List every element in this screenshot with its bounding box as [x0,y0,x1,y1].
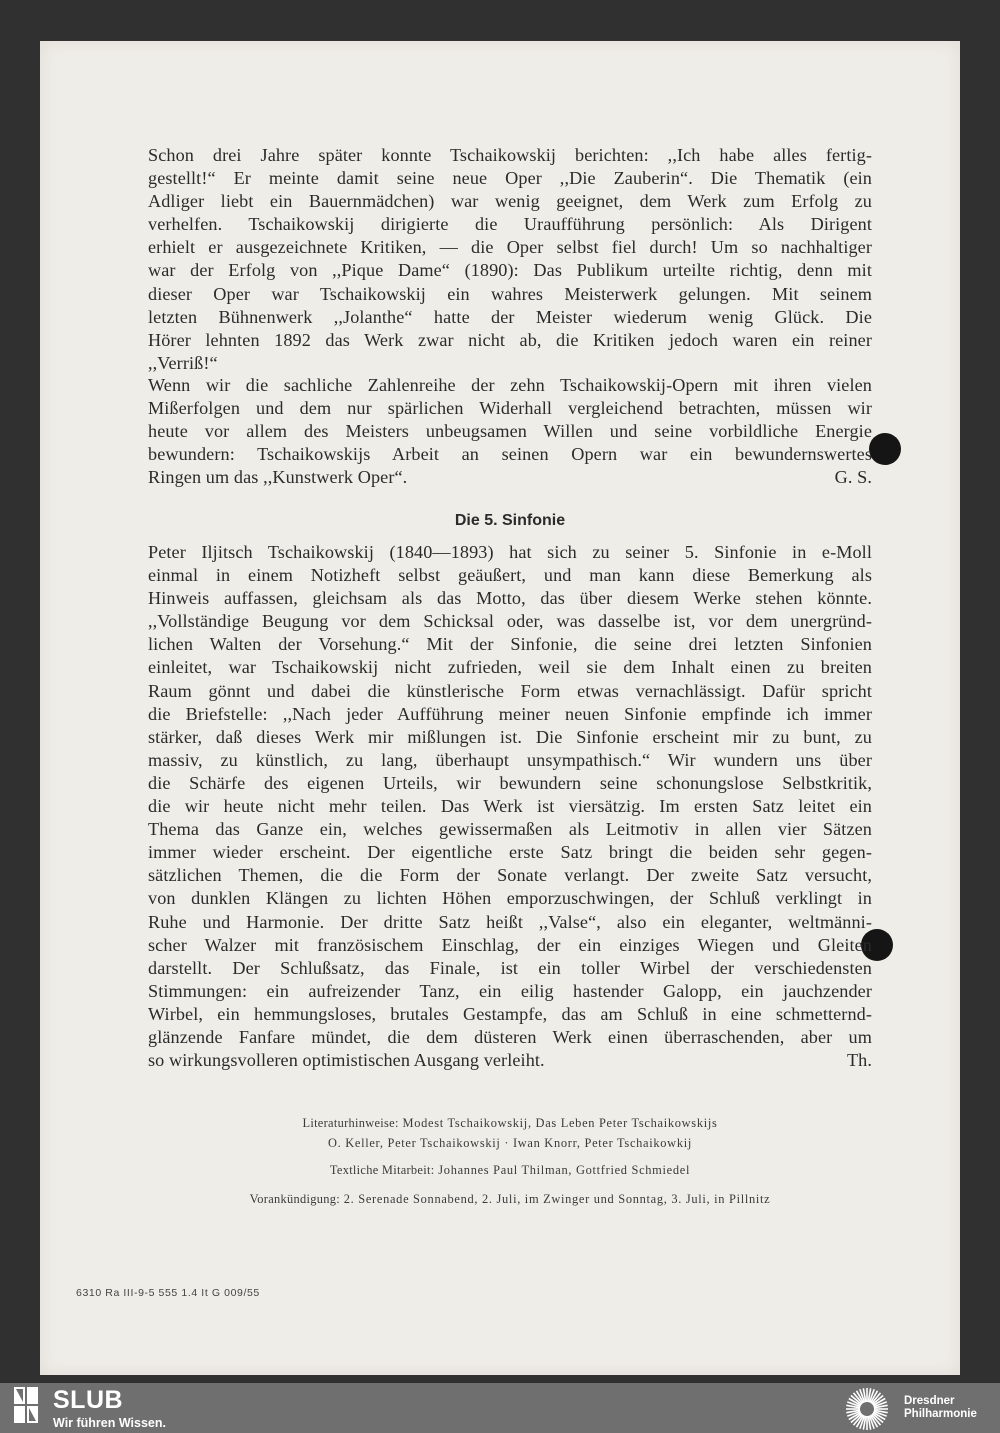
philharmonie-name[interactable] [904,1395,977,1421]
text-line: massiv, zu künstlich, zu lang, überhaupt unsympathisch.“ Wir wundern uns über [148,749,872,770]
text-line: bewundern: Tschaikowskijs Arbeit an seinen Opern war ein bewundernswertes [148,444,872,465]
text-line: Peter Iljitsch Tschaikowskij (1840—1893) hat sich zu seiner 5. Sinfonie in e-Moll [148,542,872,562]
paragraph-last-line: Ringen um das ,,Kunstwerk Oper“. [148,467,408,488]
text-collaboration [148,1163,872,1178]
text-line: Thema das Ganze ein, welches gewissermaßen als Leitmotiv in allen vier Sätzen [148,819,872,840]
text-line: Schon drei Jahre später konnte Tschaikowskij berichten: ,,Ich habe alles fertig- [148,145,872,165]
signature-line [148,466,872,489]
text-line: glänzende Fanfare mündet, die dem düsteren Werk einen überraschenden, aber um [148,1026,872,1047]
slub-name[interactable]: SLUB [53,1386,124,1414]
text-line: scher Walzer mit französischem Einschlag, der ein einziges Wiegen und Gleiten [148,934,872,955]
text-line: die Schärfe des eigenen Urteils, wir bewundern seine schonungslose Selbstkritik, [148,772,872,793]
text-line: gestellt!“ Er meinte damit seine neue Oper ,,Die Zauberin“. Die Thematik (ein [148,168,872,189]
literature-references [148,1116,872,1131]
text-line: Stimmungen: ein aufreizender Tanz, ein eilig hastender Galopp, ein jauchzender [148,980,872,1001]
philharmonie-sunburst-icon[interactable] [842,1385,892,1431]
collaboration-names: Johannes Paul Thilman, Gottfried Schmiedel [438,1163,691,1177]
text-line: Ruhe und Harmonie. Der dritte Satz heißt ,,Valse“, also ein eleganter, weltmänni- [148,911,872,932]
text-line: Hörer lehnten 1892 das Werk zwar nicht ab, die Kritiken jedoch waren ein reiner [148,329,872,350]
text-line: erhielt er ausgezeichnete Kritiken, — die Oper selbst fiel durch! Um so nachhaltiger [148,237,872,258]
text-line: stärker, daß dieses Werk mir mißlungen ist. Die Sinfonie erscheint mir zu bunt, zu [148,726,872,747]
print-code: 6310 Ra III-9-5 555 1.4 It G 009/55 [76,1287,260,1299]
opera-paragraph [148,144,872,375]
text-line: ,,Verriß!“ [148,352,218,373]
text-line: war der Erfolg von ,,Pique Dame“ (1890): Das Publikum urteilte richtig, denn mit [148,260,872,281]
text-line: sätzlichen Themen, die die Form der Sonate verlangt. Der zweite Satz versucht, [148,865,872,886]
sunburst-center [862,1404,872,1414]
literature-label: Literaturhinweise: [302,1116,399,1130]
literature-line: O. Keller, Peter Tschaikowskij · Iwan Knorr, Peter Tschaikowkij [327,1136,693,1150]
paragraph-last-line: so wirkungsvolleren optimistischen Ausgang verleiht. [148,1050,545,1071]
text-line: Wirbel, ein hemmungsloses, brutales Gestampfe, das am Schluß in eine schmetternd- [148,1003,872,1024]
text-line: Adliger liebt ein Bauernmädchen) war wenig geeignet, dem Werk zum Erfolg zu [148,191,872,212]
text-line: lichen Walten der Vorsehung.“ Mit der Sinfonie, die seine drei letzten Sinfonien [148,634,872,655]
text-line: immer wieder erscheint. Der eigentliche erste Satz bringt die beiden sehr gegen- [148,842,872,863]
collaboration-label: Textliche Mitarbeit: [329,1163,435,1177]
text-line: Wenn wir die sachliche Zahlenreihe der zehn Tschaikowskij-Opern mit ihren vielen [148,375,872,395]
text-line: letzten Bühnenwerk ,,Jolanthe“ hatte der Meister wiederum wenig Glück. Die [148,306,872,327]
text-line: einleitet, war Tschaikowskij nicht zufrieden, weil sie dem Inhalt einen zu breiten [148,657,872,678]
philharmonie-name-line: Dresdner [904,1395,955,1407]
text-line: dieser Oper war Tschaikowskij ein wahres Meisterwerk gelungen. Mit seinem [148,283,872,304]
preview-label: Vorankündigung: [249,1192,340,1206]
text-line: Hinweis auffassen, gleichsam als das Motto, das über diesem Werke stehen könnte. [148,588,872,609]
text-line: ,,Vollständige Beugung vor dem Schicksal oder, was dasselbe ist, vor dem unergründ- [148,611,872,632]
text-line: von dunklen Klängen zu lichten Höhen emporzuschwingen, der Schluß verklingt in [148,888,872,909]
philharmonie-name-line: Philharmonie [904,1408,977,1420]
text-line: Mißerfolgen und dem nur spärlichen Widerhall vergleichend betrachten, müssen wir [148,398,872,419]
preview-text: 2. Serenade Sonnabend, 2. Juli, im Zwinger und Sonntag, 3. Juli, in Pillnitz [343,1192,771,1206]
text-line: die Briefstelle: ,,Nach jeder Aufführung meiner neuen Sinfonie empfinde ich immer [148,703,872,724]
text-line: heute vor allem des Meisters unbeugsamen Willen und seine vorbildliche Energie [148,421,872,442]
slub-tagline: Wir führen Wissen. [53,1416,166,1430]
symphony-paragraph [148,541,872,1072]
text-line: darstellt. Der Schlußsatz, das Finale, ist ein toller Wirbel der verschiedensten [148,957,872,978]
literature-references-continued [148,1136,872,1151]
document-page [40,41,960,1375]
viewer-footer [0,1383,1000,1433]
author-signature: Th. [846,1050,872,1071]
text-line: die wir heute nicht mehr teilen. Das Werk ist viersätzig. Im ersten Satz leitet ein [148,796,872,817]
punch-hole [869,433,901,465]
signature-line [148,1049,872,1072]
opera-summary-paragraph [148,374,872,489]
section-heading: Die 5. Sinfonie [454,512,566,529]
slub-logo-icon[interactable] [13,1386,39,1424]
text-line: verhelfen. Tschaikowskij dirigierte die Uraufführung persönlich: Als Dirigent [148,214,872,235]
author-signature: G. S. [834,467,872,488]
text-line: einmal in einem Notizheft selbst geäußert, und man kann diese Bemerkung als [148,565,872,586]
concert-preview [148,1192,872,1207]
text-line: Raum gönnt und dabei die künstlerische Form etwas vernachlässigt. Dafür spricht [148,680,872,701]
literature-line: Modest Tschaikowskij, Das Leben Peter Tschaikowskijs [402,1116,718,1130]
